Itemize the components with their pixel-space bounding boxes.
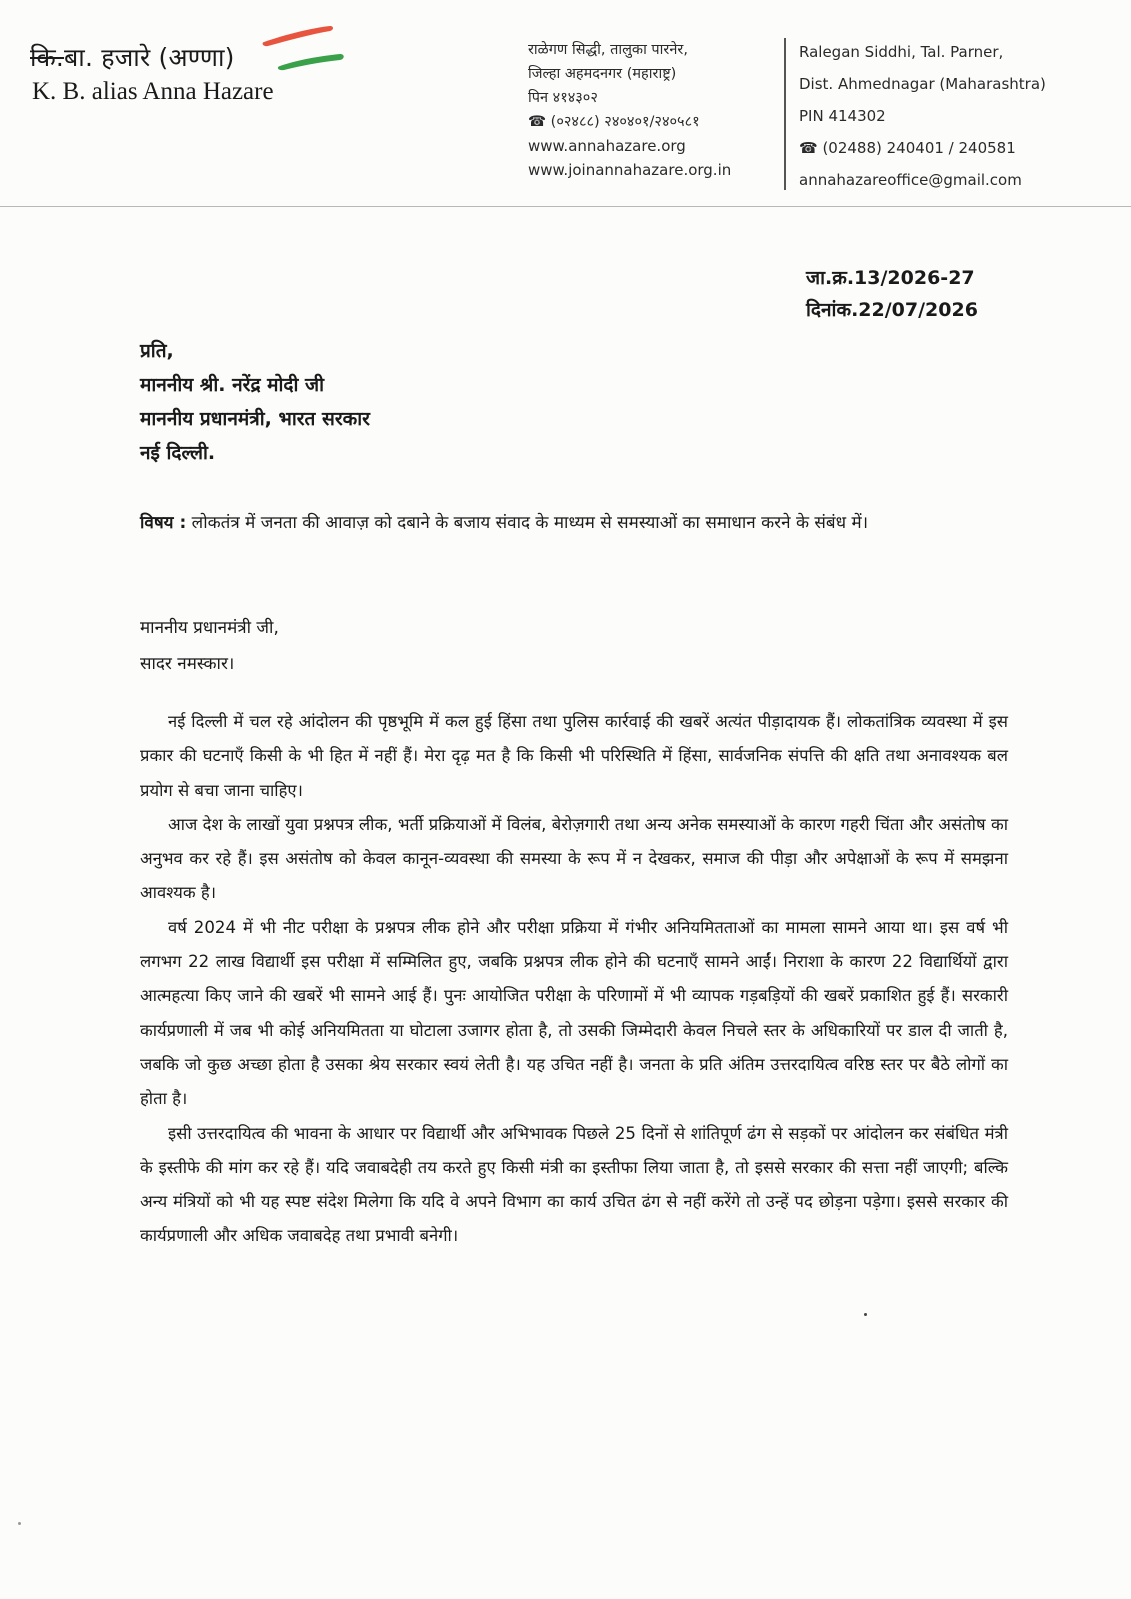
address-line: Dist. Ahmednagar (Maharashtra) [799,75,1046,93]
letterhead-address-english [799,36,1046,196]
email-link[interactable]: annahazareoffice@gmail.com [799,171,1022,189]
letterhead-divider [784,38,786,190]
salutation-line: सादर नमस्कार। [140,654,235,674]
body-paragraph: नई दिल्ली में चल रहे आंदोलन की पृष्ठभूमि में कल हुई हिंसा तथा पुलिस कार्रवाई की खबरें अत्यंत पीड़ादायक हैं। लोकतांत्रिक व्यवस्था में इस प्रकार की घटनाएँ किसी के भी हित में नहीं हैं। मेरा दृढ़ मत है कि किसी भी परिस्थिति में हिंसा, सार्वजनिक संपत्ति की क्षति तथा अनावश्यक बल प्रयोग से बचा जाना चाहिए। [140,712,1008,800]
address-line: जिल्हा अहमदनगर (महाराष्ट्र) [528,66,677,82]
website-link[interactable]: www.annahazare.org [528,137,686,155]
body-paragraph: वर्ष 2024 में भी नीट परीक्षा के प्रश्नपत्र लीक होने और परीक्षा प्रक्रिया में गंभीर अनियमितताओं का मामला सामने आया था। इस वर्ष भी लगभग 22 लाख विद्यार्थी इस परीक्षा में सम्मिलित हुए, जबकि प्रश्नपत्र लीक होने की घटनाएँ सामने आईं। निराशा के कारण 22 विद्यार्थियों द्वारा आत्महत्या किए जाने की खबरें भी सामने आई हैं। पुनः आयोजित परीक्षा के परिणामों में भी व्यापक गड़बड़ियों की खबरें प्रकाशित हुई हैं। सरकारी कार्यप्रणाली में जब भी कोई अनियमितता या घोटाला उजागर होता है, तो उसकी जिम्मेदारी केवल निचले स्तर के अधिकारियों पर डाल दी जाती है, जबकि जो कुछ अच्छा होता है उसका श्रेय सरकार स्वयं लेती है। यह उचित नहीं है। जनता के प्रति अंतिम उत्तरदायित्व वरिष्ठ स्तर पर बैठे लोगों का होता है। [140,917,1008,1109]
salutation-line: माननीय प्रधानमंत्री जी, [140,618,279,638]
letterhead-address-marathi [528,38,731,182]
scan-speck [864,1313,867,1316]
addressee-line: माननीय प्रधानमंत्री, भारत सरकार [140,408,370,430]
subject-text: लोकतंत्र में जनता की आवाज़ को दबाने के बजाय संवाद के माध्यम से समस्याओं का समाधान करने के संबंध में। [186,513,869,533]
subject-line [140,506,1008,540]
letterhead-rule [0,206,1131,207]
body-paragraph: इसी उत्तरदायित्व की भावना के आधार पर विद्यार्थी और अभिभावक पिछले 25 दिनों से शांतिपूर्ण ढंग से सड़कों पर आंदोलन कर संबंधित मंत्री के इस्तीफे की मांग कर रहे हैं। यदि जवाबदेही तय करते हुए किसी मंत्री का इस्तीफा लिया जाता है, तो इससे सरकार की सत्ता नहीं जाएगी; बल्कि अन्य मंत्रियों को भी यह स्पष्ट संदेश मिलेगा कि यदि वे अपने विभाग का कार्य उचित ढंग से नहीं करेंगे तो उन्हें पद छोड़ना पड़ेगा। इससे सरकार की कार्यप्रणाली और अधिक जवाबदेह तथा प्रभावी बनेगी। [140,1123,1008,1246]
reference-block [806,262,978,326]
letterhead-name-hindi-struck: कि. [30,43,65,72]
phone-line: ☎ (०२४८८) २४०४०१/२४०५८१ [528,114,700,130]
address-line: राळेगण सिद्धी, तालुका पारनेर, [528,42,688,58]
body-paragraph: आज देश के लाखों युवा प्रश्नपत्र लीक, भर्ती प्रक्रियाओं में विलंब, बेरोज़गारी तथा अन्य अनेक समस्याओं के कारण गहरी चिंता और असंतोष का अनुभव कर रहे हैं। इस असंतोष को केवल कानून-व्यवस्था की समस्या के रूप में न देखकर, समाज की पीड़ा और अपेक्षाओं के रूप में समझना आवश्यक है। [140,814,1008,903]
reference-number: जा.क्र.13/2026-27 [806,267,975,289]
addressee-line: माननीय श्री. नरेंद्र मोदी जी [140,374,325,396]
addressee-block [140,334,370,470]
letterhead-name-hindi [30,40,235,74]
website-link[interactable]: www.joinannahazare.org.in [528,161,732,179]
reference-date: दिनांक.22/07/2026 [806,299,978,321]
scan-speck [18,1522,21,1525]
letterhead-name-hindi-rest: बा. हजारे (अण्णा) [64,43,235,72]
letterhead-name-english: K. B. alias Anna Hazare [32,78,274,105]
addressee-line: प्रति, [140,340,174,362]
letter-body [140,705,1008,1254]
addressee-line: नई दिल्ली. [140,442,216,464]
address-line: पिन ४१४३०२ [528,90,598,106]
address-line: Ralegan Siddhi, Tal. Parner, [799,43,1004,61]
salutation [140,610,279,682]
subject-label: विषय : [140,513,187,533]
phone-line: ☎ (02488) 240401 / 240581 [799,139,1016,157]
tricolor-brush-logo [262,24,352,74]
address-line: PIN 414302 [799,107,886,125]
